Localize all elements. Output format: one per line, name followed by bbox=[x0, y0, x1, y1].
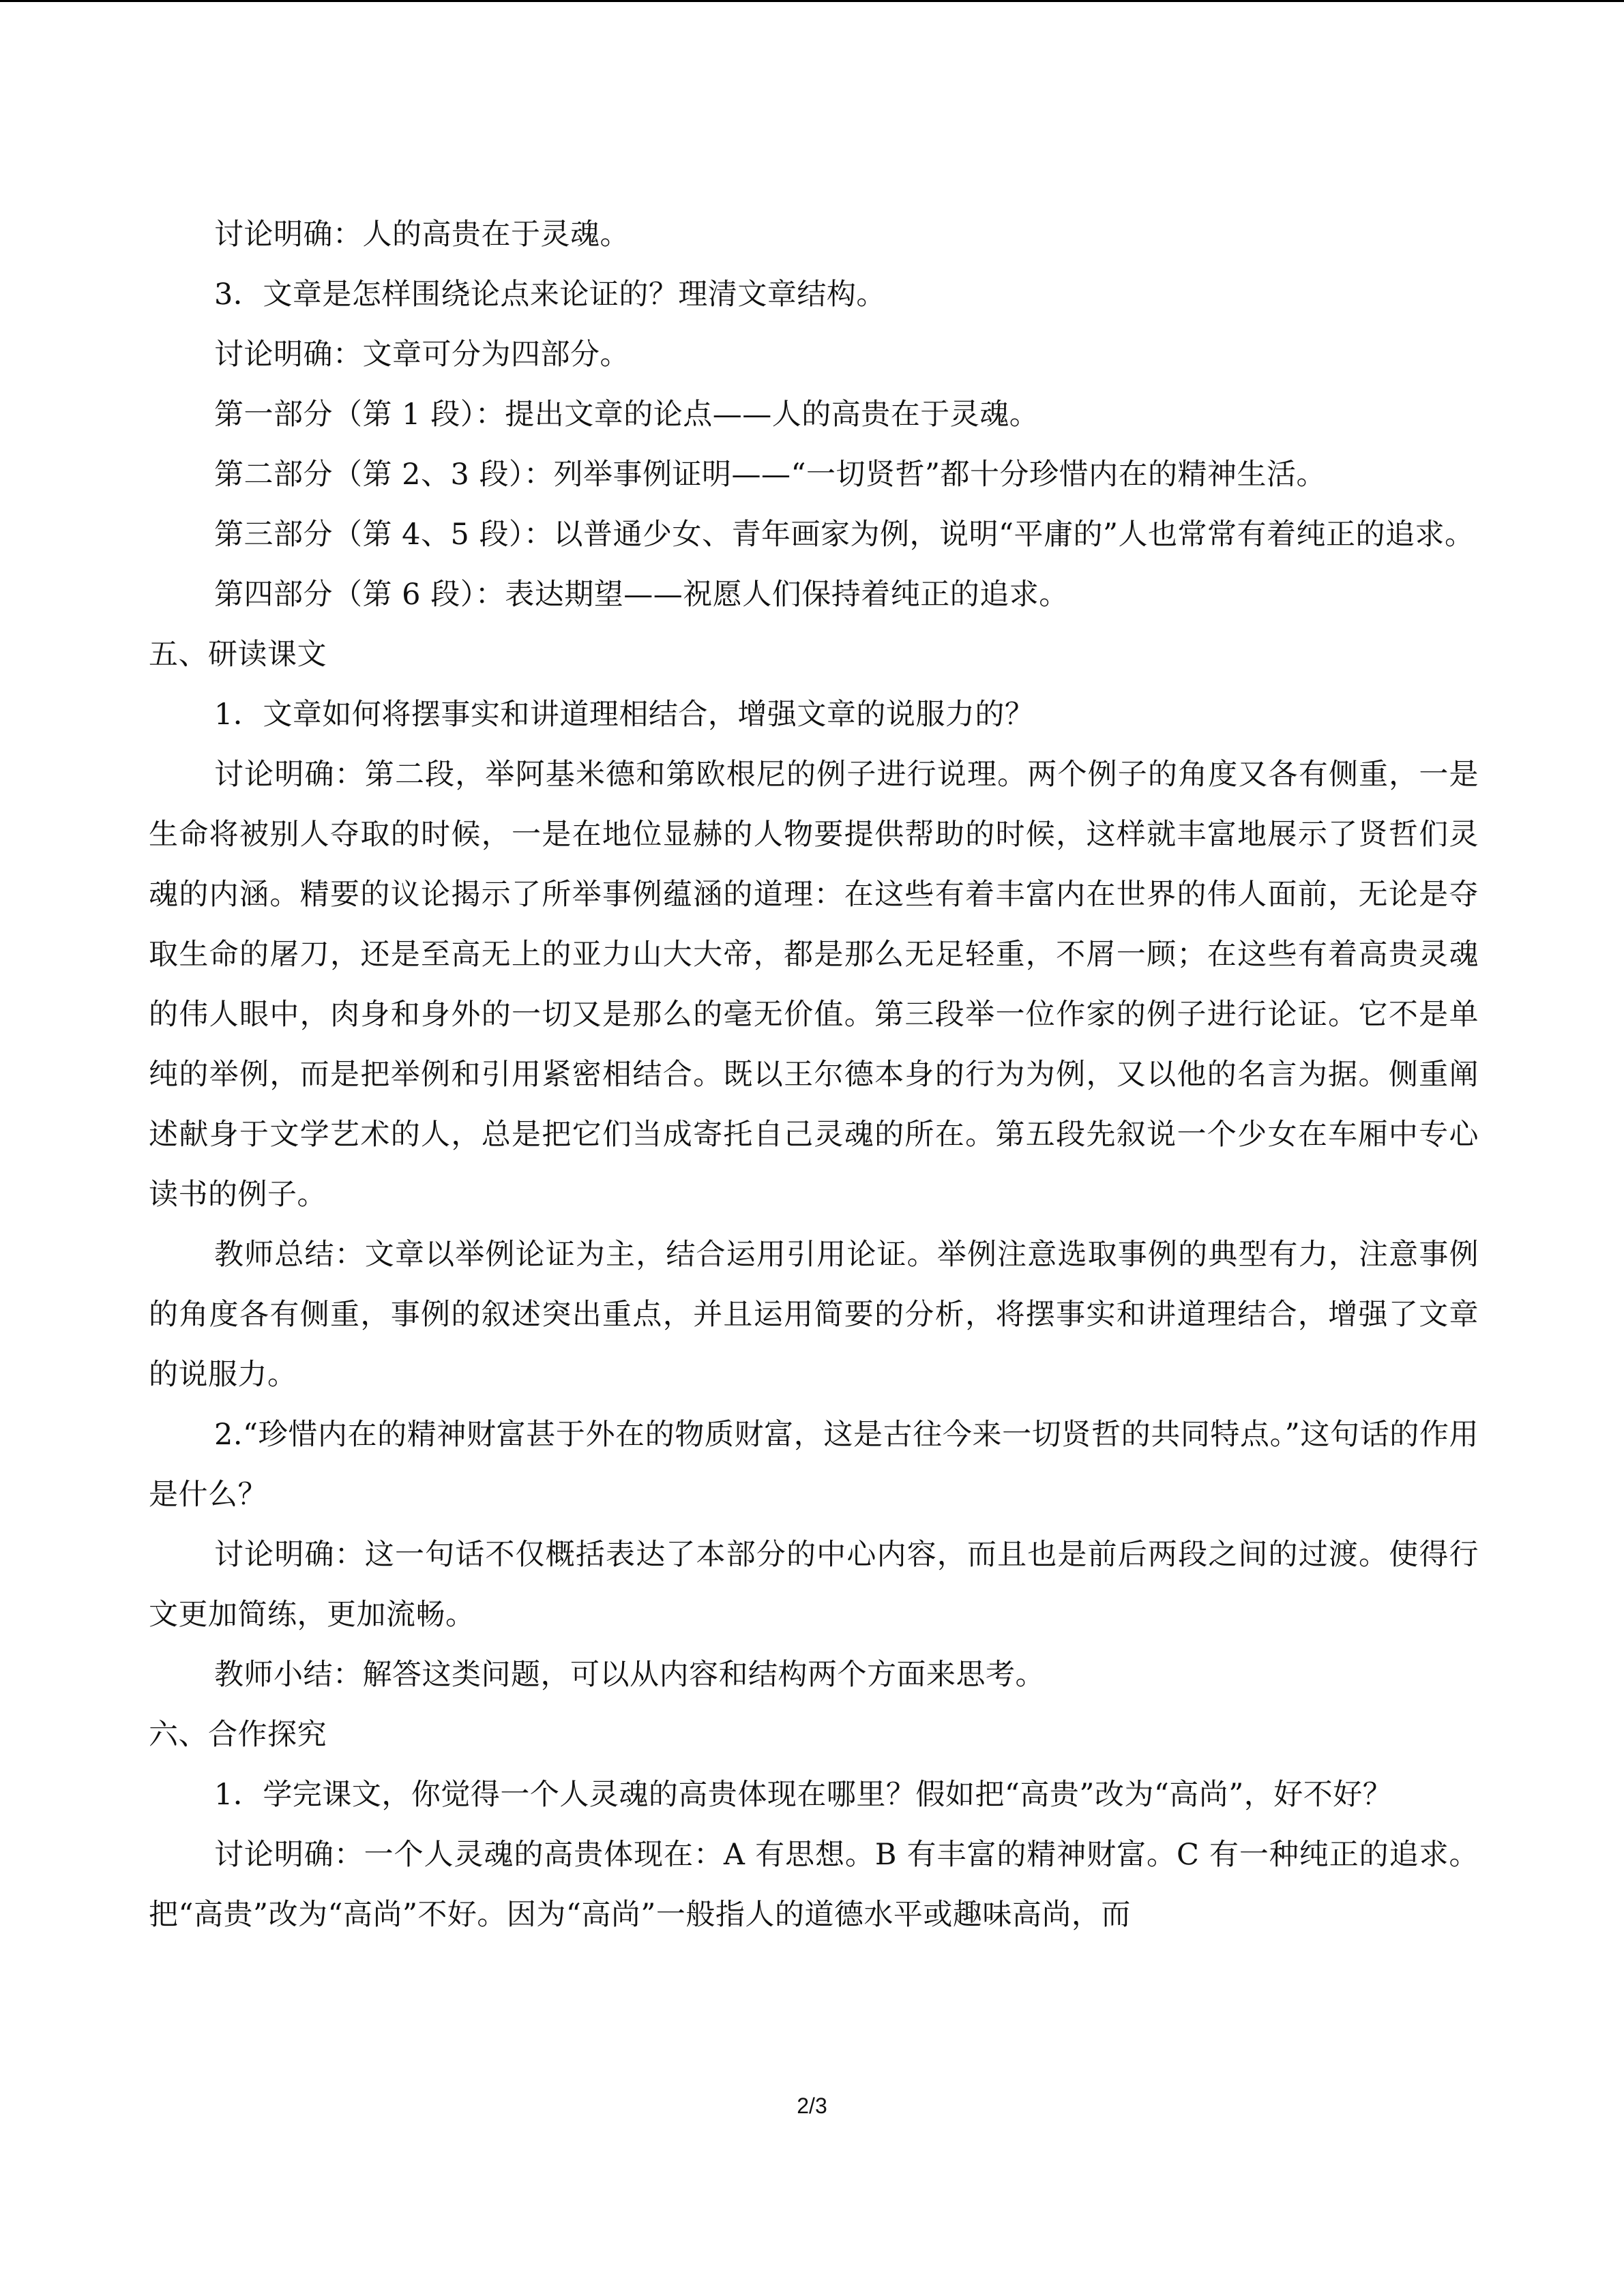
paragraph: 第三部分（第 4、5 段）：以普通少女、青年画家为例，说明“平庸的”人也常常有着纯正的追求。 bbox=[214, 518, 1475, 552]
paragraph: 讨论明确：这一句话不仅概括表达了本部分的中心内容，而且也是前后两段之间的过渡。使得行文更加简练，更加流畅。 bbox=[149, 1538, 1479, 1632]
paragraph: 第二部分（第 2、3 段）：列举事例证明——“一切贤哲”都十分珍惜内在的精神生活。 bbox=[214, 458, 1327, 492]
paragraph: 教师小结：解答这类问题，可以从内容和结构两个方面来思考。 bbox=[214, 1658, 1045, 1692]
paragraph: 讨论明确：一个人灵魂的高贵体现在：A 有思想。B 有丰富的精神财富。C 有一种纯正的追求。把“高贵”改为“高尚”不好。因为“高尚”一般指人的道德水平或趣味高尚，而 bbox=[149, 1838, 1479, 1932]
paragraph: 3．文章是怎样围绕论点来论证的？理清文章结构。 bbox=[214, 278, 886, 312]
page-number: 2/3 bbox=[797, 2093, 827, 2118]
paragraph: 讨论明确：第二段，举阿基米德和第欧根尼的例子进行说理。两个例子的角度又各有侧重，一是生命将被别人夺取的时候，一是在地位显赫的人物要提供帮助的时候，这样就丰富地展示了贤哲们灵魂的内涵。精要的议论揭示了所举事例蕴涵的道理：在这些有着丰富内在世界的伟人面前，无论是夺取生命的屠刀，还是至高无上的亚力山大大帝，都是那么无足轻重，不屑一顾；在这些有着高贵灵魂的伟人眼中，肉身和身外的一切又是那么的毫无价值。第三段举一位作家的例子进行论证。它不是单纯的举例，而是把举例和引用紧密相结合。既以王尔德本身的行为为例，又以他的名言为据。侧重阐述献身于文学艺术的人，总是把它们当成寄托自己灵魂的所在。第五段先叙说一个少女在车厢中专心读书的例子。 bbox=[149, 758, 1479, 1212]
paragraph: 2.“珍惜内在的精神财富甚于外在的物质财富，这是古往今来一切贤哲的共同特点。”这句话的作用是什么？ bbox=[149, 1418, 1479, 1512]
document-body bbox=[149, 205, 1479, 1945]
paragraph: 1．文章如何将摆事实和讲道理相结合，增强文章的说服力的？ bbox=[214, 698, 1035, 732]
section-heading: 五、研读课文 bbox=[149, 638, 327, 672]
top-border-line bbox=[0, 0, 1624, 2]
paragraph: 讨论明确：文章可分为四部分。 bbox=[214, 338, 630, 372]
section-heading: 六、合作探究 bbox=[149, 1718, 327, 1752]
paragraph: 第一部分（第 1 段）：提出文章的论点——人的高贵在于灵魂。 bbox=[214, 398, 1039, 432]
paragraph: 1．学完课文，你觉得一个人灵魂的高贵体现在哪里？假如把“高贵”改为“高尚”，好不好？ bbox=[214, 1778, 1393, 1812]
paragraph: 教师总结：文章以举例论证为主，结合运用引用论证。举例注意选取事例的典型有力，注意事例的角度各有侧重，事例的叙述突出重点，并且运用简要的分析，将摆事实和讲道理结合，增强了文章的说服力。 bbox=[149, 1238, 1479, 1392]
paragraph: 讨论明确：人的高贵在于灵魂。 bbox=[214, 218, 630, 252]
paragraph: 第四部分（第 6 段）：表达期望——祝愿人们保持着纯正的追求。 bbox=[214, 578, 1069, 612]
